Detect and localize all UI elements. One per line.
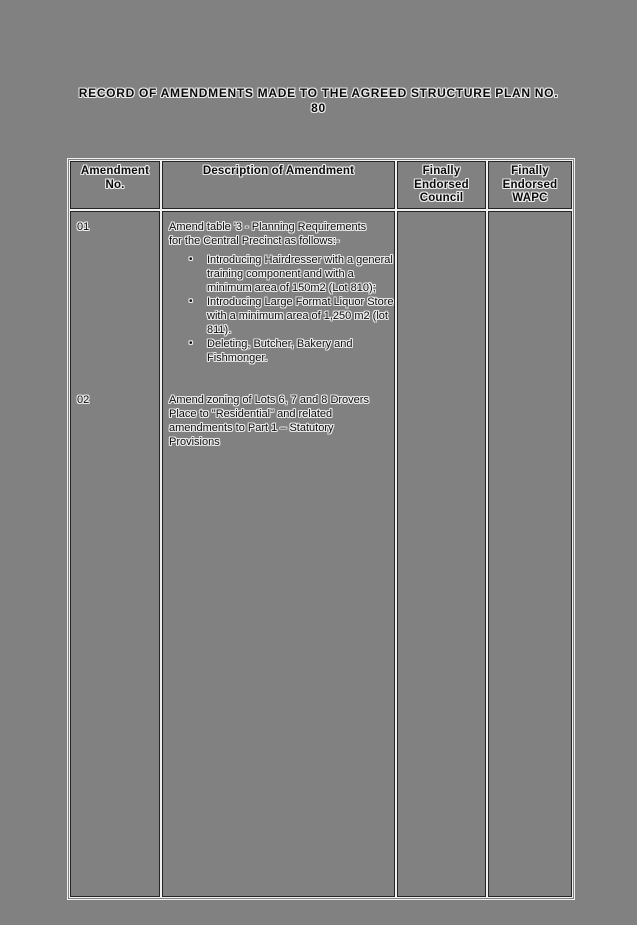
amendment-number-02: 02 — [77, 393, 90, 406]
page-title-line1: RECORD OF AMENDMENTS MADE TO THE AGREED STRUCTURE PLAN NO. — [78, 86, 559, 100]
header-row — [70, 161, 572, 209]
header-description: Description of Amendment — [162, 161, 395, 209]
amendment-02-text: Amend zoning of Lots 6, 7 and 8 Drovers Place to "Residential" and related amendments to Part 1 – Statutory Provisions — [169, 393, 369, 448]
bullet-item — [169, 295, 397, 337]
bullet-text: Introducing Hairdresser with a general training component and with a minimum area of 150m2 (Lot 810); — [207, 253, 393, 294]
table-header — [70, 161, 572, 209]
bullet-icon: • — [189, 253, 193, 265]
description-cell — [162, 211, 395, 897]
council-endorsed-cell — [397, 211, 486, 897]
amendments-table — [67, 158, 575, 900]
amendment-no-cell — [70, 211, 160, 897]
bullet-text: Deleting, Butcher, Bakery and Fishmonger. — [207, 337, 353, 364]
page-title-line2: 80 — [311, 101, 326, 115]
bullet-item — [169, 253, 397, 295]
table-row — [70, 211, 572, 897]
bullet-text: Introducing Large Format Liquor Store with a minimum area of 1,250 m2 (lot 811). — [207, 295, 394, 336]
page-title — [0, 86, 637, 116]
amendment-01-bullet-list — [169, 253, 397, 365]
bullet-icon: • — [189, 337, 193, 349]
amendment-01-description — [169, 220, 394, 393]
amendment-02-description — [169, 393, 388, 449]
header-finally-endorsed-council: Finally Endorsed Council — [397, 161, 486, 209]
bullet-item — [169, 337, 397, 365]
wapc-endorsed-cell — [488, 211, 572, 897]
header-amendment-no: Amendment No. — [70, 161, 160, 209]
header-finally-endorsed-wapc: Finally Endorsed WAPC — [488, 161, 572, 209]
table-body — [70, 211, 572, 897]
amendment-01-intro: Amend table '3 - Planning Requirements for the Central Precinct as follows:- — [169, 220, 367, 247]
bullet-icon: • — [189, 295, 193, 307]
amendment-number-01: 01 — [77, 220, 90, 233]
